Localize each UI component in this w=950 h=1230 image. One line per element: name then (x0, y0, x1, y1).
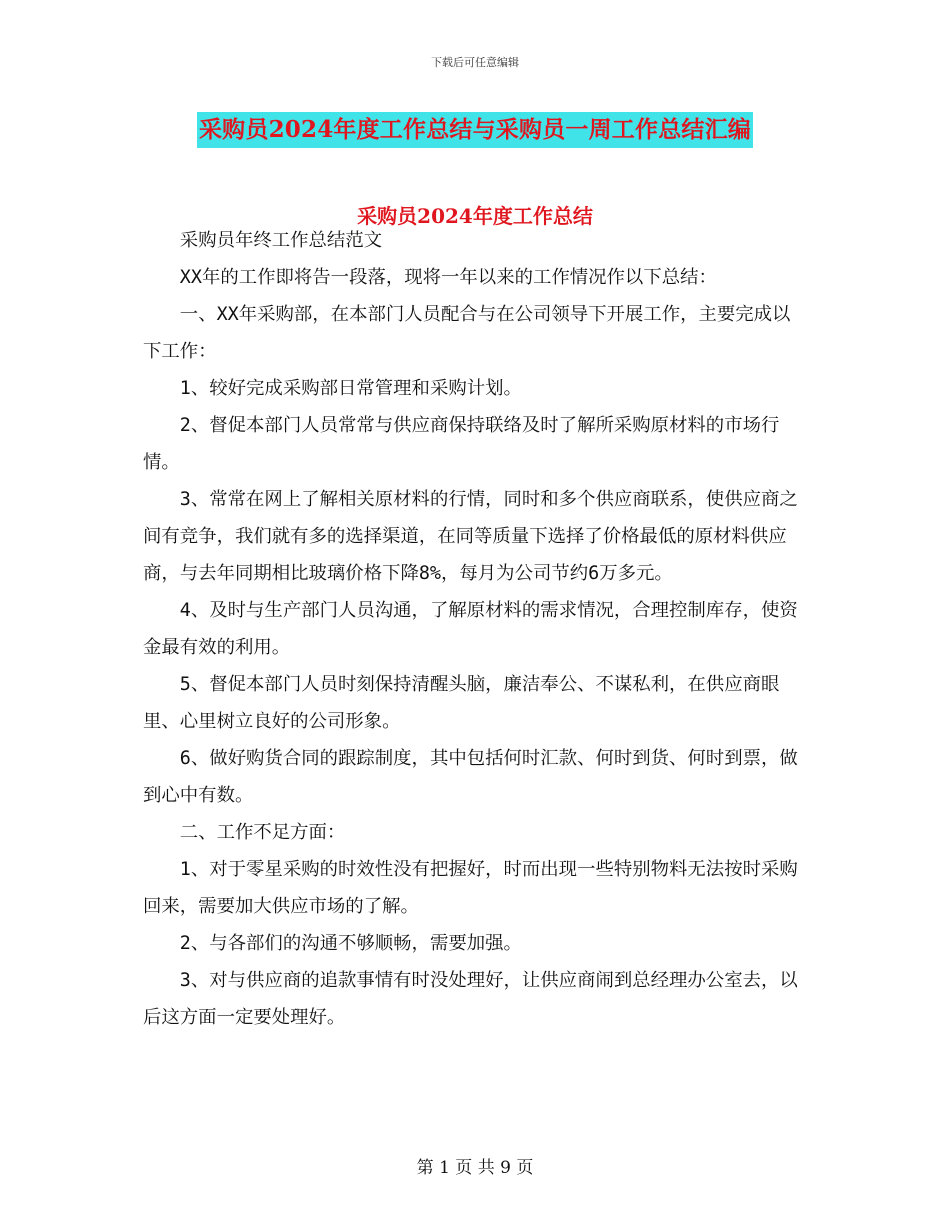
body-text (143, 222, 808, 1036)
paragraph: 6、做好购货合同的跟踪制度，其中包括何时汇款、何时到货、何时到票，做到心中有数。 (143, 748, 798, 806)
paragraph: XX年的工作即将告一段落，现将一年以来的工作情况作以下总结： (179, 267, 717, 288)
paragraph: 2、督促本部门人员常常与供应商保持联络及时了解所采购原材料的市场行情。 (143, 415, 780, 473)
sub-title: 采购员2024年度工作总结 (357, 204, 593, 228)
paragraph: 二、工作不足方面： (179, 822, 346, 843)
paragraph: 3、常常在网上了解相关原材料的行情，同时和多个供应商联系，使供应商之间有竞争，我们就有多的选择渠道，在同等质量下选择了价格最低的原材料供应商，与去年同期相比玻璃价格下降8%，每月为公司节约6万多元。 (143, 489, 798, 584)
main-title-wrap (0, 112, 950, 148)
paragraph: 4、及时与生产部门人员沟通，了解原材料的需求情况，合理控制库存，使资金最有效的利用。 (143, 600, 798, 658)
paragraph: 1、对于零星采购的时效性没有把握好，时而出现一些特别物料无法按时采购回来，需要加大供应市场的了解。 (143, 859, 798, 917)
paragraph: 2、与各部们的沟通不够顺畅，需要加强。 (179, 933, 522, 954)
paragraph: 1、较好完成采购部日常管理和采购计划。 (179, 378, 522, 399)
paragraph: 采购员年终工作总结范文 (179, 230, 383, 251)
main-title: 采购员2024年度工作总结与采购员一周工作总结汇编 (197, 112, 753, 148)
paragraph: 3、对与供应商的追款事情有时没处理好，让供应商闹到总经理办公室去，以后这方面一定要处理好。 (143, 970, 798, 1028)
header-note: 下载后可任意编辑 (431, 56, 519, 69)
page-footer: 第 1 页 共 9 页 (416, 1158, 534, 1178)
paragraph: 一、XX年采购部，在本部门人员配合与在公司领导下开展工作，主要完成以下工作： (143, 304, 791, 362)
paragraph: 5、督促本部门人员时刻保持清醒头脑，廉洁奉公、不谋私利，在供应商眼里、心里树立良好的公司形象。 (143, 674, 780, 732)
